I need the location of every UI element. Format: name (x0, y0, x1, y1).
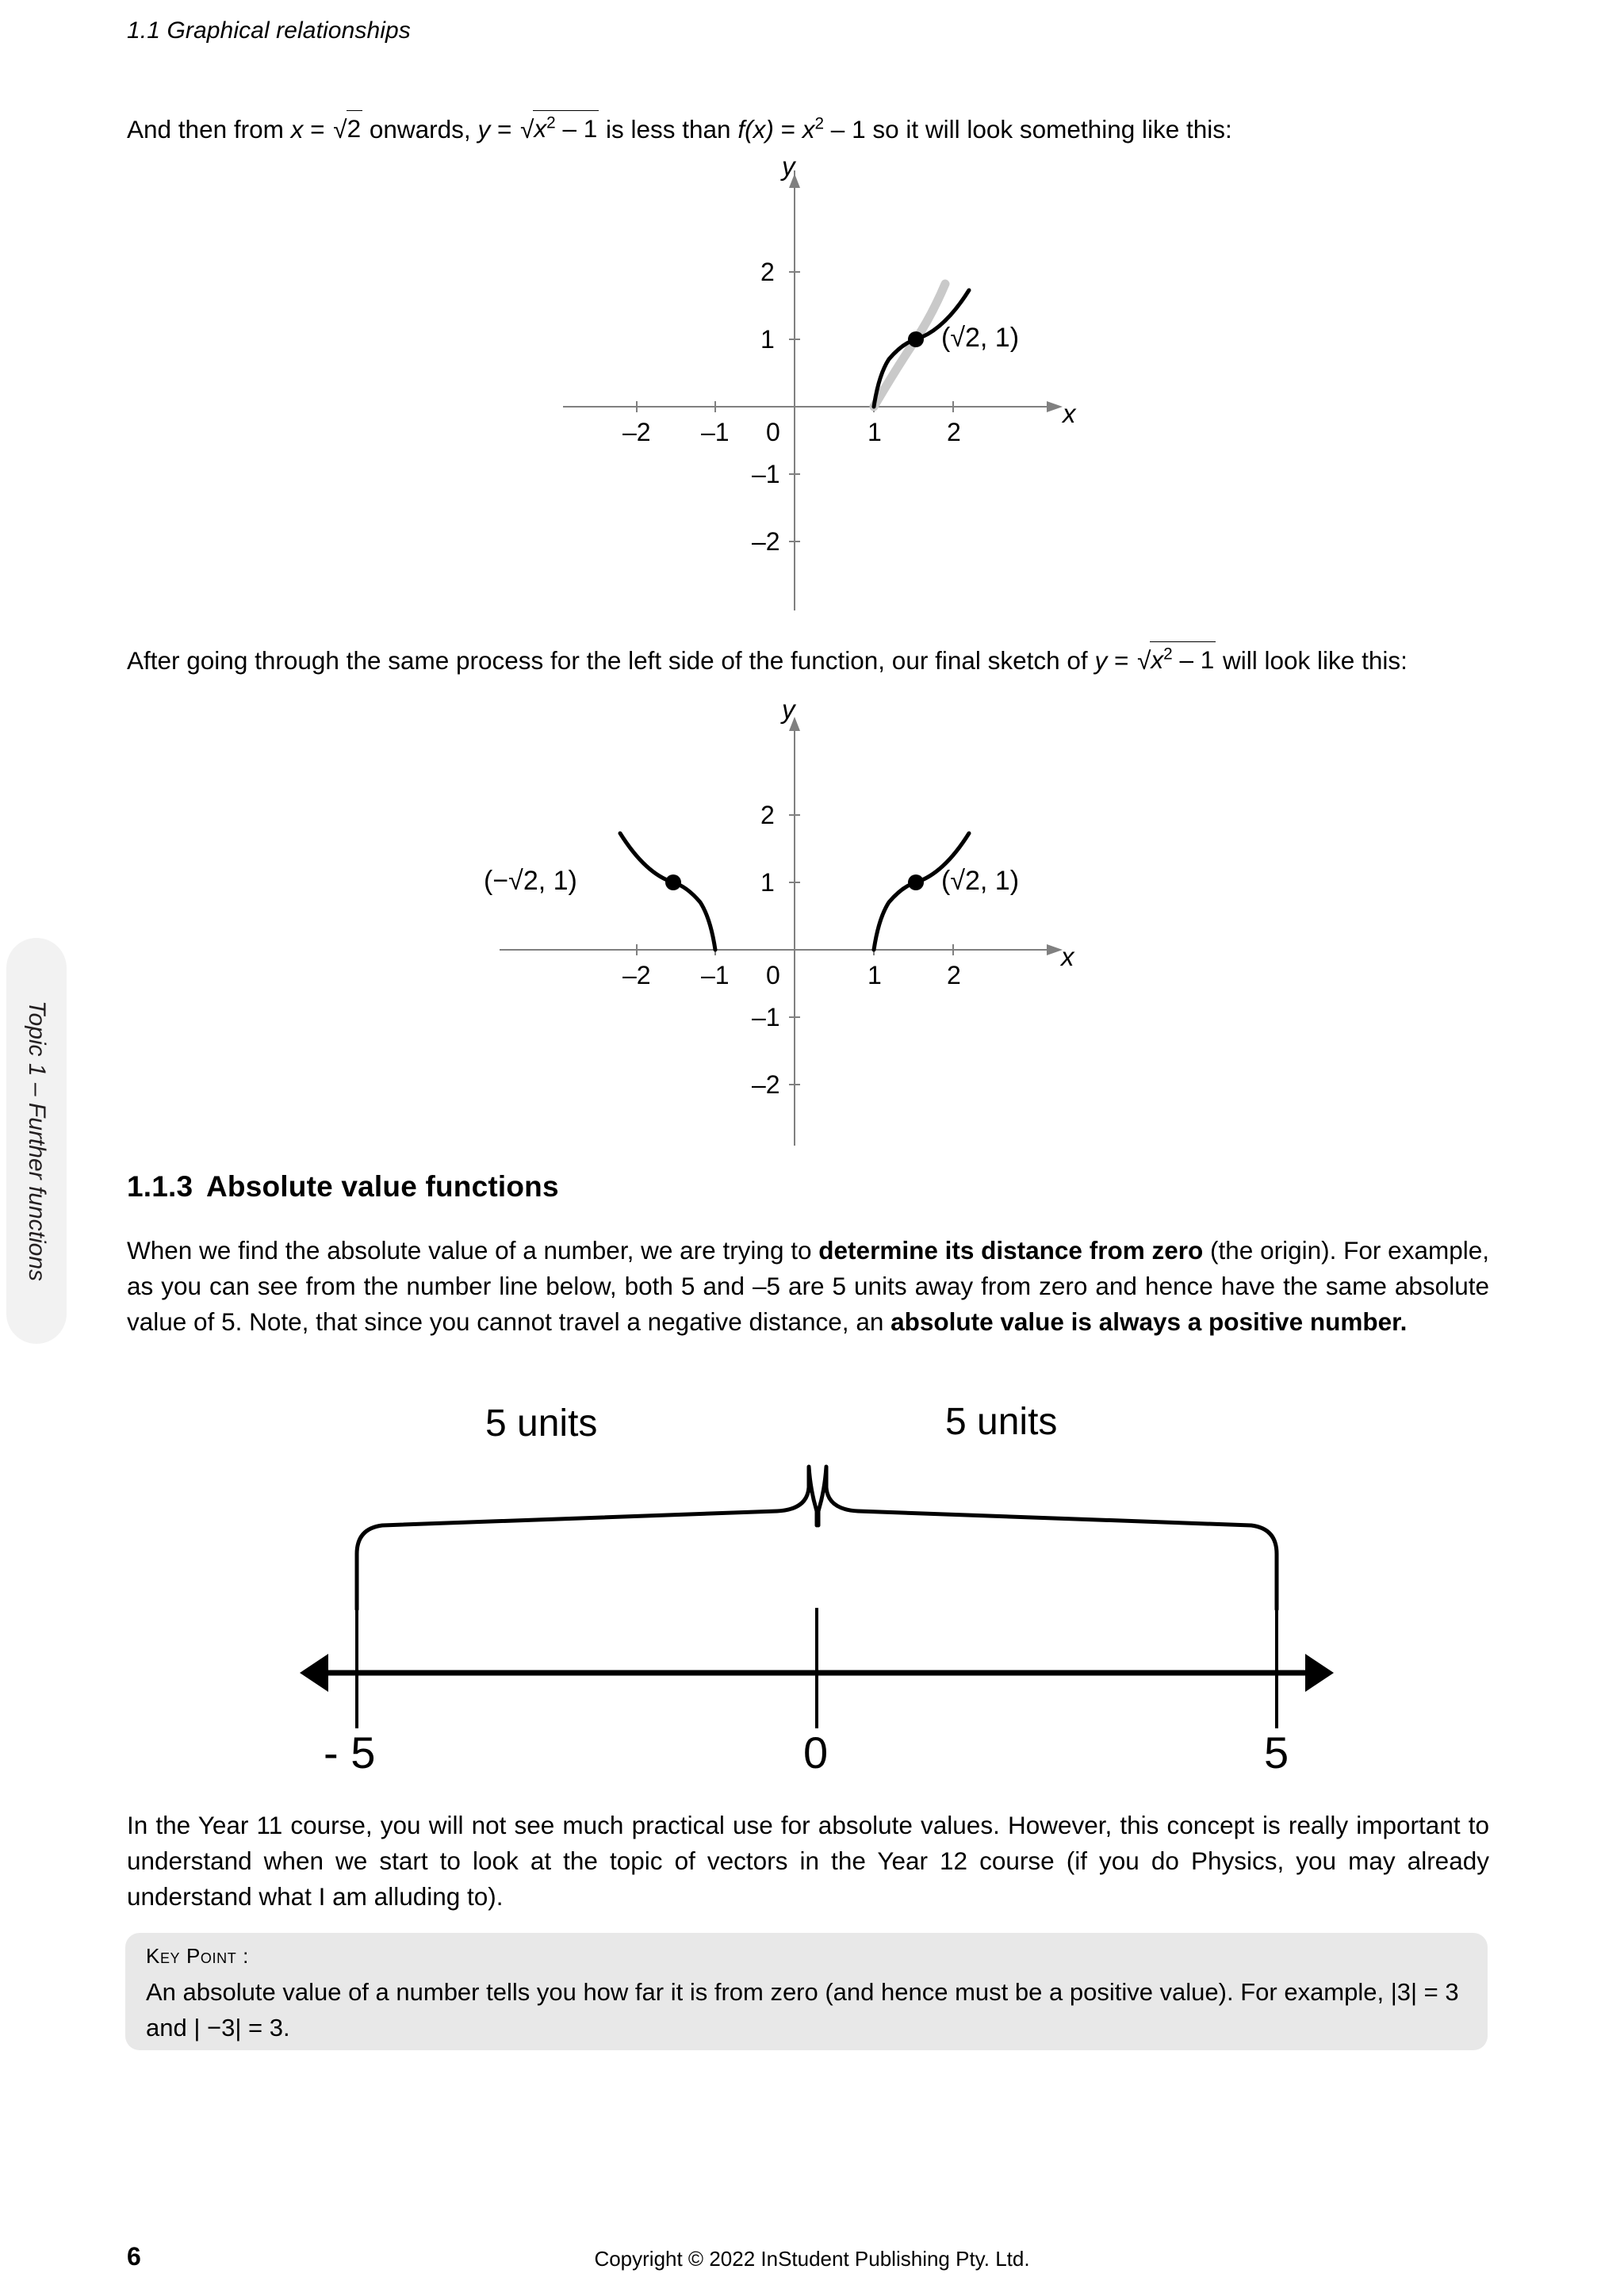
paragraph-2 (127, 642, 1489, 679)
p1-text-before: And then from (127, 115, 291, 144)
p2-text-after: will look like this: (1216, 646, 1408, 675)
figure-2-svg (492, 714, 1071, 1158)
math-x-1: x (290, 115, 304, 144)
figure-2-ytick-label--2: –2 (752, 1070, 780, 1099)
math-eq-4: = (1107, 646, 1136, 675)
key-point-box (125, 1933, 1488, 2050)
p3-text-2: (the origin). For example, as you can see from the number line below, both 5 and –5 are 5 units away from zero and hence have the same absolute value of 5. Note, that since you cannot travel a negative distance, an (127, 1236, 1489, 1336)
sqrt-icon: √ (1137, 646, 1151, 675)
key-point-title: Key Point : (146, 1944, 249, 1968)
paragraph-4 (127, 1808, 1489, 1915)
math-radicand-x-2: x (1151, 645, 1164, 674)
math-sqrt2-radicand: 2 (347, 110, 363, 147)
figure-1-point-label: (√2, 1) (941, 323, 1020, 353)
paragraph-3 (127, 1233, 1489, 1340)
math-y-2: y (1094, 646, 1108, 675)
figure-2-y-axis-label: y (782, 695, 795, 724)
running-header: 1.1 Graphical relationships (127, 17, 411, 44)
figure-2-x-axis-label: x (1061, 942, 1074, 971)
section-heading-number: 1.1.3 (127, 1170, 193, 1203)
math-x-2: x (802, 115, 815, 144)
figure-1-ytick-label--2: –2 (752, 527, 780, 556)
key-point-body: An absolute value of a number tells you how far it is from zero (and hence must be a positive value). For example, |3| = 3 and | −3| = 3. (146, 1978, 1459, 2042)
brace-right (818, 1467, 1277, 1609)
math-exponent-2: 2 (546, 113, 556, 132)
figure-number-line (293, 1401, 1340, 1777)
math-exponent-2b: 2 (814, 114, 825, 133)
figure-1-ytick-label-2: 2 (760, 258, 775, 286)
math-fx: f(x) (737, 115, 774, 144)
figure-1-ytick-label--1: –1 (752, 460, 780, 488)
p1-text-end: so it will look something like this: (865, 115, 1232, 144)
figure-2-xtick-label--2: –2 (622, 961, 651, 989)
figure-1-ytick-label-1: 1 (760, 325, 775, 354)
math-eq-1: = (303, 115, 332, 144)
brace-label-right: 5 units (945, 1401, 1058, 1443)
number-line-label-5: 5 (1264, 1728, 1289, 1777)
math-minus-one-3: – 1 (1172, 645, 1215, 674)
figure-1-xtick-label-2: 2 (947, 418, 961, 446)
point-marker-sqrt2-1 (908, 874, 924, 890)
sqrt-icon: √ (333, 115, 347, 144)
figure-1-xtick-label-1: 1 (868, 418, 882, 446)
figure-2-xtick-label-1: 1 (868, 961, 882, 989)
figure-1-y-axis-label: y (782, 151, 795, 181)
math-y-1: y (477, 115, 491, 144)
figure-2-xtick-label--1: –1 (701, 961, 730, 989)
p3-text-1: When we find the absolute value of a number, we are trying to (127, 1236, 819, 1265)
math-exponent-2c: 2 (1163, 645, 1173, 664)
series-left-branch (620, 833, 715, 950)
figure-2-ytick-label-2: 2 (760, 801, 775, 829)
figure-2-ytick-label-1: 1 (760, 868, 775, 897)
brace-label-left: 5 units (485, 1402, 598, 1445)
math-radicand-x: x (534, 114, 547, 143)
figure-partial-sketch (555, 151, 1076, 614)
figure-2-ytick-label--1: –1 (752, 1003, 780, 1031)
p1-text-after: is less than (599, 115, 738, 144)
paragraph-1 (127, 111, 1489, 147)
right-arrow-icon (1305, 1654, 1334, 1692)
series-x-squared-minus-1 (874, 284, 945, 407)
p3-bold-2: absolute value is always a positive number. (891, 1307, 1408, 1336)
section-heading-title: Absolute value functions (206, 1170, 559, 1203)
topic-side-tab-label: Topic 1 – Further functions (24, 1000, 50, 1282)
figure-2-point-label-left: (−√2, 1) (484, 866, 577, 896)
sqrt-icon: √ (520, 115, 534, 144)
section-heading (127, 1170, 559, 1203)
figure-1-xtick-label--1: –1 (701, 418, 730, 446)
figure-1-xtick-label--2: –2 (622, 418, 651, 446)
math-eq-3: = (773, 115, 802, 144)
copyright-notice: Copyright © 2022 InStudent Publishing Pty. Ltd. (594, 2247, 1030, 2271)
p1-text-mid: onwards, (362, 115, 478, 144)
figure-2-point-label-right: (√2, 1) (941, 866, 1020, 896)
p4-text: In the Year 11 course, you will not see much practical use for absolute values. However, this concept is really important to understand when we start to look at the topic of vectors in the Year 12 course (if you do Physics, you may already understand what I am alluding to). (127, 1811, 1489, 1911)
p3-bold-1: determine its distance from zero (818, 1236, 1204, 1265)
point-marker-sqrt2-1 (908, 331, 924, 347)
figure-1-x-axis-label: x (1063, 399, 1076, 428)
number-line-label-minus-5: - 5 (324, 1728, 376, 1777)
x-axis-arrow-icon (1047, 401, 1063, 412)
number-line-label-zero: 0 (803, 1728, 829, 1777)
number-line-svg (293, 1411, 1340, 1760)
figure-2-origin-label: 0 (766, 961, 780, 989)
brace-left (357, 1467, 817, 1609)
figure-2-xtick-label-2: 2 (947, 961, 961, 989)
point-marker-neg-sqrt2-1 (665, 874, 681, 890)
page-number: 6 (127, 2242, 141, 2271)
figure-final-sketch (484, 695, 1074, 1158)
math-eq-2: = (490, 115, 519, 144)
figure-1-svg (555, 170, 1071, 614)
figure-1-origin-label: 0 (766, 418, 780, 446)
x-axis-arrow-icon (1047, 944, 1063, 955)
topic-side-tab (6, 938, 67, 1344)
left-arrow-icon (300, 1654, 328, 1692)
p2-text-before: After going through the same process for the left side of the function, our final sketch of (127, 646, 1095, 675)
math-minus-one: – 1 (555, 114, 598, 143)
math-minus-one-2: – 1 (824, 115, 866, 144)
